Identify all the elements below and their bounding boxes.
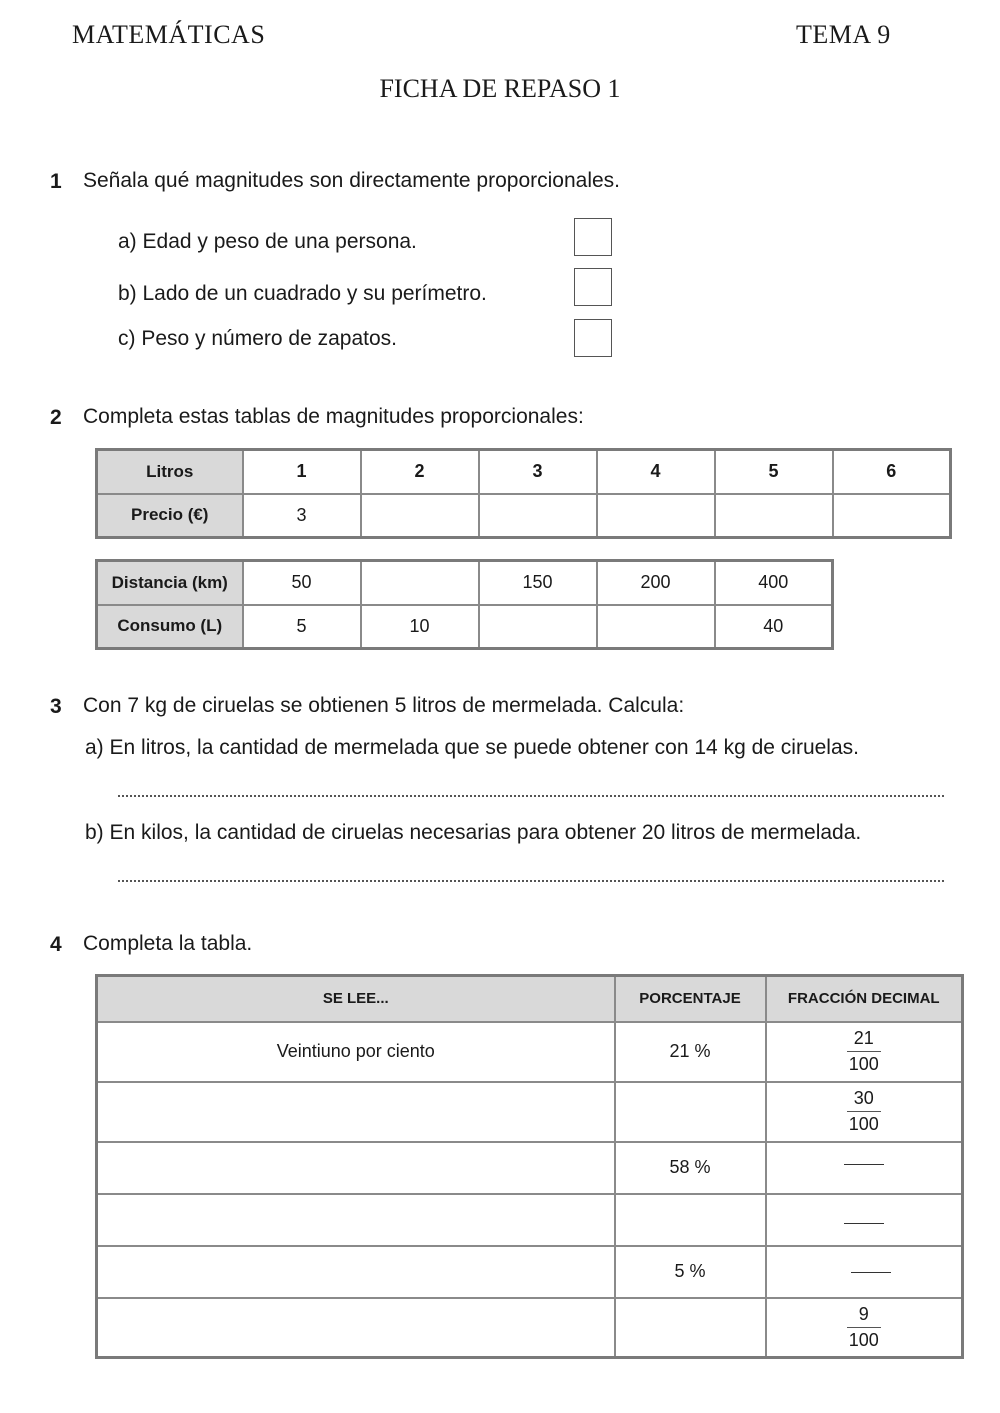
table-row (97, 1142, 963, 1194)
cell: 3 (243, 494, 361, 538)
read-cell: Veintiuno por ciento (97, 1022, 615, 1082)
percent-cell[interactable] (615, 1082, 766, 1142)
answer-cell[interactable] (715, 494, 833, 538)
table-header-row (97, 976, 963, 1022)
answer-cell[interactable] (597, 605, 715, 649)
row-header-litros: Litros (97, 450, 243, 494)
cell: 5 (715, 450, 833, 494)
table-row (97, 1022, 963, 1082)
table-row (97, 1298, 963, 1358)
q1-number: 1 (50, 170, 62, 193)
answer-cell[interactable] (361, 561, 479, 605)
answer-cell[interactable] (833, 494, 951, 538)
fraction (847, 1304, 881, 1350)
column-header: PORCENTAJE (615, 976, 766, 1022)
fraction-bar (844, 1223, 884, 1224)
fraction-bar (851, 1272, 891, 1273)
q1-prompt: Señala qué magnitudes son directamente proporcionales. (83, 169, 621, 192)
percent-cell: 58 % (615, 1142, 766, 1194)
q3-item-a: a) En litros, la cantidad de mermelada que se puede obtener con 14 kg de ciruelas. (85, 736, 859, 759)
read-cell[interactable] (97, 1082, 615, 1142)
q1-item-b: b) Lado de un cuadrado y su perímetro. (118, 282, 487, 305)
cell: 50 (243, 561, 361, 605)
table-row (97, 561, 833, 605)
table-row (97, 1082, 963, 1142)
fraction-cell[interactable] (766, 1246, 963, 1298)
fraction-cell (766, 1022, 963, 1082)
cell: 400 (715, 561, 833, 605)
fraction-cell (766, 1298, 963, 1358)
page-title: FICHA DE REPASO 1 (379, 74, 621, 103)
table-row (97, 450, 951, 494)
column-header: FRACCIÓN DECIMAL (766, 976, 963, 1022)
fraction-cell (766, 1082, 963, 1142)
cell: 1 (243, 450, 361, 494)
subject-title: MATEMÁTICAS (72, 20, 266, 49)
q1-checkbox-a[interactable] (574, 218, 612, 256)
fraction-cell[interactable] (766, 1194, 963, 1246)
cell: 150 (479, 561, 597, 605)
cell: 200 (597, 561, 715, 605)
q4-number: 4 (50, 933, 62, 956)
fraction-cell[interactable] (766, 1142, 963, 1194)
answer-cell[interactable] (597, 494, 715, 538)
row-header-distancia: Distancia (km) (97, 561, 243, 605)
row-header-consumo: Consumo (L) (97, 605, 243, 649)
fraction-bar (844, 1164, 884, 1165)
read-cell[interactable] (97, 1194, 615, 1246)
q1-checkbox-c[interactable] (574, 319, 612, 357)
q2-number: 2 (50, 406, 62, 429)
percent-cell[interactable] (615, 1298, 766, 1358)
table-row (97, 1194, 963, 1246)
numerator: 9 (858, 1304, 869, 1325)
table-distancia-consumo (95, 559, 834, 650)
q1-item-a: a) Edad y peso de una persona. (118, 230, 417, 253)
table-row (97, 494, 951, 538)
percent-cell: 5 % (615, 1246, 766, 1298)
numerator: 21 (853, 1028, 874, 1049)
read-cell[interactable] (97, 1142, 615, 1194)
answer-cell[interactable] (479, 605, 597, 649)
cell: 2 (361, 450, 479, 494)
q3-answer-line-a[interactable] (118, 795, 944, 797)
table-porcentajes (95, 974, 964, 1359)
percent-cell: 21 % (615, 1022, 766, 1082)
denominator: 100 (847, 1111, 881, 1135)
table-row (97, 605, 833, 649)
cell: 3 (479, 450, 597, 494)
fraction (847, 1088, 881, 1134)
read-cell[interactable] (97, 1246, 615, 1298)
table-row (97, 1246, 963, 1298)
read-cell[interactable] (97, 1298, 615, 1358)
fraction (847, 1028, 881, 1074)
q1-item-c: c) Peso y número de zapatos. (118, 327, 397, 350)
q3-item-b: b) En kilos, la cantidad de ciruelas necesarias para obtener 20 litros de mermelada. (85, 821, 862, 844)
cell: 10 (361, 605, 479, 649)
q3-number: 3 (50, 695, 62, 718)
cell: 6 (833, 450, 951, 494)
q1-checkbox-b[interactable] (574, 268, 612, 306)
percent-cell[interactable] (615, 1194, 766, 1246)
numerator: 30 (853, 1088, 874, 1109)
cell: 40 (715, 605, 833, 649)
denominator: 100 (847, 1051, 881, 1075)
q3-answer-line-b[interactable] (118, 880, 944, 882)
q4-prompt: Completa la tabla. (83, 932, 253, 955)
denominator: 100 (847, 1327, 881, 1351)
column-header: SE LEE... (97, 976, 615, 1022)
row-header-precio: Precio (€) (97, 494, 243, 538)
answer-cell[interactable] (361, 494, 479, 538)
unit-title: TEMA 9 (796, 20, 891, 49)
q2-prompt: Completa estas tablas de magnitudes proporcionales: (83, 405, 584, 428)
cell: 4 (597, 450, 715, 494)
table-litros-precio (95, 448, 952, 539)
answer-cell[interactable] (479, 494, 597, 538)
q3-prompt: Con 7 kg de ciruelas se obtienen 5 litros de mermelada. Calcula: (83, 694, 685, 717)
cell: 5 (243, 605, 361, 649)
